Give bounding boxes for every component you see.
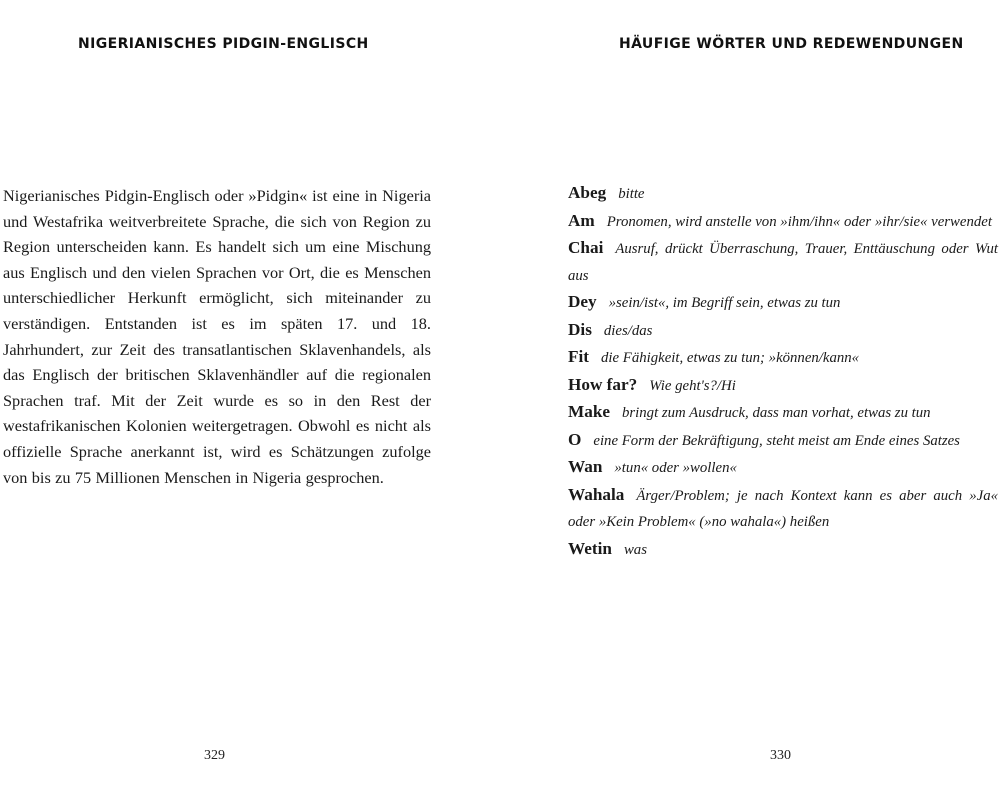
glossary-definition: was: [623, 541, 647, 558]
glossary-entry: [568, 454, 998, 482]
glossary-term: Wahala: [568, 484, 625, 504]
glossary-term: Chai: [568, 238, 604, 257]
right-page-number: 330: [770, 748, 791, 763]
glossary-definition: bringt zum Ausdruck, dass man vorhat, etwas zu tun: [622, 405, 931, 421]
glossary-term: Am: [568, 210, 595, 230]
glossary-entry: [568, 427, 998, 455]
left-page-number: 329: [204, 748, 225, 763]
glossary-term: Wan: [568, 457, 603, 476]
glossary-entry: [568, 289, 998, 317]
glossary-term: Dis: [568, 319, 592, 339]
right-page: [500, 0, 1000, 800]
glossary-entry: [568, 372, 998, 400]
glossary-definition: eine Form der Bekräftigung, steht meist am Ende eines Satzes: [593, 432, 960, 449]
glossary-definition: Ausruf, drückt Überraschung, Trauer, Enttäuschung oder Wut aus: [568, 241, 998, 284]
glossary-entry: [568, 180, 998, 208]
glossary-definition: dies/das: [603, 322, 653, 339]
glossary-entry: [568, 344, 998, 372]
glossary-term: Make: [568, 402, 611, 421]
glossary-term: Wetin: [568, 538, 612, 558]
glossary-definition: »sein/ist«, im Begriff sein, etwas zu tun: [608, 295, 841, 311]
glossary-definition: Pronomen, wird anstelle von »ihm/ihn« oder »ihr/sie« verwendet: [606, 213, 992, 230]
glossary-entry: [568, 536, 998, 564]
glossary-term: Dey: [568, 292, 597, 311]
glossary-definition: Ärger/Problem; je nach Kontext kann es aber auch »Ja« oder »Kein Problem« (»no wahala«) heißen: [568, 487, 998, 530]
left-running-head: NIGERIANISCHES PIDGIN-ENGLISCH: [78, 36, 369, 52]
glossary-list: [568, 180, 998, 563]
glossary-entry: [568, 482, 998, 536]
glossary-term: O: [568, 429, 582, 449]
glossary-definition: Wie geht's?/Hi: [649, 377, 736, 394]
glossary-entry: [568, 317, 998, 345]
glossary-entry: [568, 399, 998, 427]
glossary-definition: die Fähigkeit, etwas zu tun; »können/kann«: [601, 350, 860, 366]
right-running-head: HÄUFIGE WÖRTER UND REDEWENDUNGEN: [619, 36, 964, 52]
glossary-entry: [568, 208, 998, 236]
glossary-term: Fit: [568, 347, 589, 366]
glossary-term: How far?: [568, 374, 638, 394]
glossary-term: Abeg: [568, 183, 607, 202]
glossary-definition: »tun« oder »wollen«: [614, 460, 737, 476]
glossary-definition: bitte: [618, 186, 645, 202]
left-body-paragraph: Nigerianisches Pidgin-Englisch oder »Pidgin« ist eine in Nigeria und Westafrika weitverbreitete Sprache, die sich von Region zu Region unterscheiden kann. Es handelt sich um eine Mischung aus Englisch und den vielen Sprachen vor Ort, die es Menschen unterschiedlicher Herkunft ermöglicht, sich miteinander zu verständigen. Entstanden ist es im späten 17. und 18. Jahrhundert, zur Zeit des transatlantischen Sklavenhandels, als das Englisch der britischen Sklavenhändler auf die regionalen Sprachen traf. Mit der Zeit wurde es so in den Rest der westafrikanischen Kolonien weitergetragen. Obwohl es nicht als offizielle Sprache anerkannt ist, wird es Schätzungen zufolge von bis zu 75 Millionen Menschen in Nigeria gesprochen.: [3, 186, 431, 487]
glossary-entry: [568, 235, 998, 289]
